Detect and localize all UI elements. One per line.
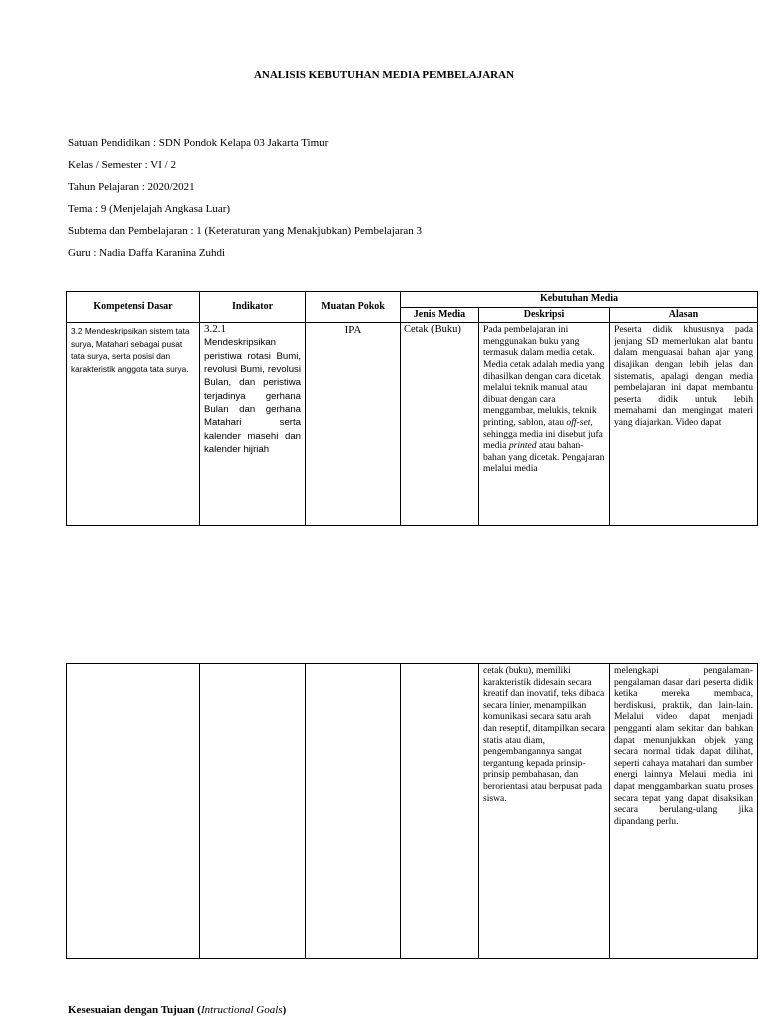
document-title: ANALISIS KEBUTUHAN MEDIA PEMBELAJARAN — [253, 69, 515, 81]
cell-empty-kd — [67, 664, 200, 959]
info-guru: Guru : Nadia Daffa Karanina Zuhdi — [68, 247, 226, 259]
header-deskripsi: Deskripsi — [479, 307, 610, 323]
media-analysis-table — [66, 291, 758, 526]
header-alasan: Alasan — [610, 307, 758, 323]
info-kelas-semester: Kelas / Semester : VI / 2 — [68, 159, 176, 171]
alasan-text: Peserta didik khususnya pada jenjang SD memerlukan alat bantu dalam menguasai bahan ajar yang disajikan dengan lebih jelas dan sistematis, apalagi dengan media pembelajaran ini dapat membantu peserta didik untuk lebih memahami dan mengingat materi yang diajarkan. Video dapat — [614, 324, 754, 428]
indikator-number: 3.2.1 — [204, 323, 226, 336]
cell-indikator — [200, 323, 306, 526]
header-jenis-media: Jenis Media — [401, 307, 479, 323]
cell-deskripsi — [479, 323, 610, 526]
info-tema: Tema : 9 (Menjelajah Angkasa Luar) — [68, 203, 231, 215]
header-kompetensi-dasar: Kompetensi Dasar — [67, 292, 200, 323]
indikator-text: Mendeskripsikan peristiwa rotasi Bumi, revolusi Bumi, revolusi Bulan, dan peristiwa terjadinya gerhana Bulan dan gerhana Matahari serta kalender masehi dan kalender hijriah — [204, 337, 301, 455]
cell-empty-indikator — [200, 664, 306, 959]
section-heading: Kesesuaian dengan Tujuan (Intructional Goals) — [68, 1004, 287, 1016]
deskripsi-italic-printed: printed — [508, 440, 537, 452]
deskripsi-italic-offset: off-set — [566, 416, 591, 428]
cell-empty-jenis — [401, 664, 479, 959]
cell-deskripsi-continued: cetak (buku), memiliki karakteristik didesain secara kreatif dan inovatif, teks dibaca secara linier, menampilkan komunikasi secara satu arah dan reseptif, ditampilkan secara statis atau diam, pengembangannya sangat tergantung kepada prinsip-prinsip pembahasan, dan berorientasi atau berpusat pada siswa. — [479, 664, 610, 959]
cell-muatan-pokok: IPA — [306, 323, 401, 526]
header-kebutuhan-media: Kebutuhan Media — [401, 292, 758, 308]
header-muatan-pokok: Muatan Pokok — [306, 292, 401, 323]
header-indikator: Indikator — [200, 292, 306, 323]
cell-alasan-continued: melengkapi pengalaman-pengalaman dasar dari peserta didik ketika mereka membaca, berdiskusi, praktik, dan lain-lain. Melalui video dapat menjadi pengganti alam sekitar dan bahkan dapat menunjukkan objek yang secara normal tidak dapat dilihat, seperti cahaya matahari dan sumber energi lainnya Melaui media ini dapat menggambarkan suatu proses secara tepat yang dapat disaksikan secara berulang-ulang jika dipandang perlu. — [610, 664, 758, 959]
info-satuan-pendidikan: Satuan Pendidikan : SDN Pondok Kelapa 03 Jakarta Timur — [68, 137, 329, 149]
cell-empty-muatan — [306, 664, 401, 959]
info-subtema: Subtema dan Pembelajaran : 1 (Keteraturan yang Menakjubkan) Pembelajaran 3 — [68, 225, 423, 237]
deskripsi-text-c: atau bahan-bahan yang dicetak. Pengajaran melalui media — [483, 440, 605, 475]
info-tahun-pelajaran: Tahun Pelajaran : 2020/2021 — [68, 181, 195, 193]
cell-alasan — [610, 323, 758, 526]
deskripsi-text-a: Pada pembelajaran ini menggunakan buku yang termasuk dalam media cetak. Media cetak adalah media yang dihasilkan dengan cara dicetak melalui teknik manual atau dibuat dengan cara menggambar, melukis, teknik printing, sablon, atau — [483, 324, 605, 428]
cell-kompetensi-dasar: 3.2 Mendeskripsikan sistem tata surya, Matahari sebagai pusat tata surya, serta posisi dan karakteristik anggota tata surya. — [67, 323, 200, 526]
cell-jenis-media: Cetak (Buku) — [401, 323, 479, 526]
deskripsi-text-b: , sehingga media ini disebut jufa media — [483, 416, 603, 452]
media-analysis-table-continued — [66, 663, 758, 959]
